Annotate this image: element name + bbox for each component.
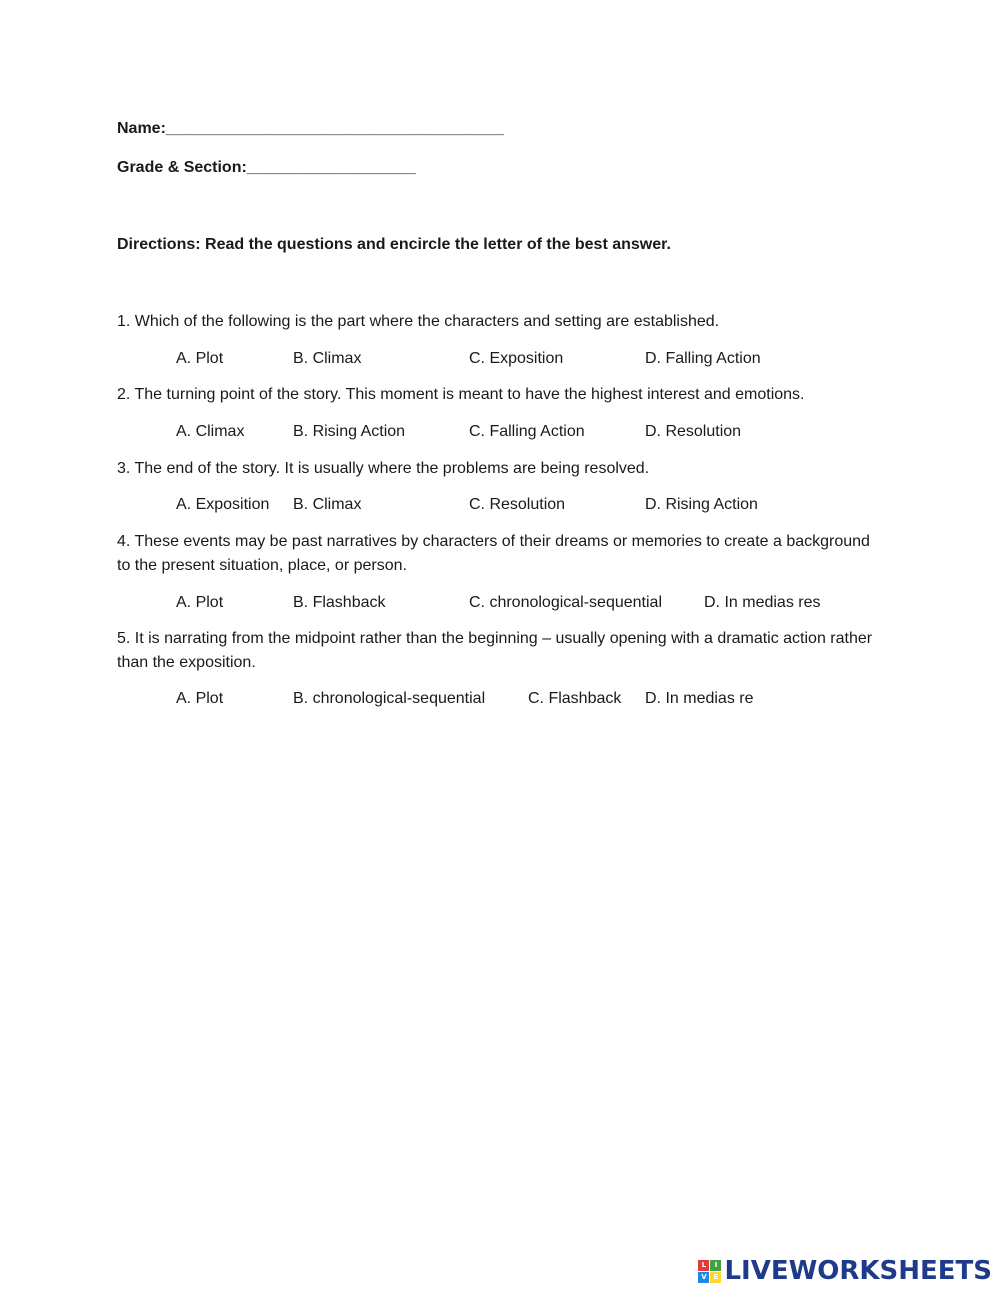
- q3-choice-a[interactable]: A. Exposition: [176, 496, 270, 513]
- q1-choice-d[interactable]: D. Falling Action: [645, 350, 761, 367]
- q2-choice-c[interactable]: C. Falling Action: [469, 423, 585, 440]
- q3-choice-b[interactable]: B. Climax: [293, 496, 362, 513]
- liveworksheets-brand: [698, 1253, 992, 1289]
- liveworksheets-wordmark: LIVEWORKSHEETS: [724, 1256, 992, 1286]
- question-1-text: 1. Which of the following is the part where the characters and setting are established.: [117, 313, 720, 330]
- directions: Directions: Read the questions and encircle the letter of the best answer.: [117, 236, 671, 253]
- q4-choice-a[interactable]: A. Plot: [176, 594, 224, 611]
- question-2-text: 2. The turning point of the story. This moment is meant to have the highest interest and emotions.: [117, 386, 805, 403]
- q2-choice-b[interactable]: B. Rising Action: [293, 423, 406, 440]
- q5-choice-a[interactable]: A. Plot: [176, 690, 224, 707]
- logo-tile-v: V: [698, 1272, 709, 1283]
- q5-choice-d[interactable]: D. In medias re: [645, 690, 754, 707]
- q3-choice-d[interactable]: D. Rising Action: [645, 496, 758, 513]
- q5-choice-c[interactable]: C. Flashback: [528, 690, 622, 707]
- logo-tile-i: I: [710, 1260, 721, 1271]
- question-3-text: 3. The end of the story. It is usually where the problems are being resolved.: [117, 460, 650, 477]
- grade-section-field[interactable]: Grade & Section:___________________: [117, 159, 416, 176]
- name-field[interactable]: Name:______________________________________: [117, 120, 505, 137]
- q5-choice-b[interactable]: B. chronological-sequential: [293, 690, 486, 707]
- q3-choice-c[interactable]: C. Resolution: [469, 496, 566, 513]
- q4-choice-b[interactable]: B. Flashback: [293, 594, 386, 611]
- q1-choice-a[interactable]: A. Plot: [176, 350, 224, 367]
- liveworksheets-logo-icon: [698, 1260, 721, 1283]
- q1-choice-b[interactable]: B. Climax: [293, 350, 362, 367]
- q2-choice-d[interactable]: D. Resolution: [645, 423, 742, 440]
- q2-choice-a[interactable]: A. Climax: [176, 423, 245, 440]
- q4-choice-d[interactable]: D. In medias res: [704, 594, 821, 611]
- logo-tile-l: L: [698, 1260, 709, 1271]
- q4-choice-c[interactable]: C. chronological-sequential: [469, 594, 662, 611]
- q1-choice-c[interactable]: C. Exposition: [469, 350, 564, 367]
- question-4-text: 4. These events may be past narratives by characters of their dreams or memories to create a background to the present situation, place, or person.: [117, 533, 870, 574]
- logo-tile-e: E: [710, 1272, 721, 1283]
- question-5-text: 5. It is narrating from the midpoint rather than the beginning – usually opening with a dramatic action rather than the exposition.: [117, 630, 873, 671]
